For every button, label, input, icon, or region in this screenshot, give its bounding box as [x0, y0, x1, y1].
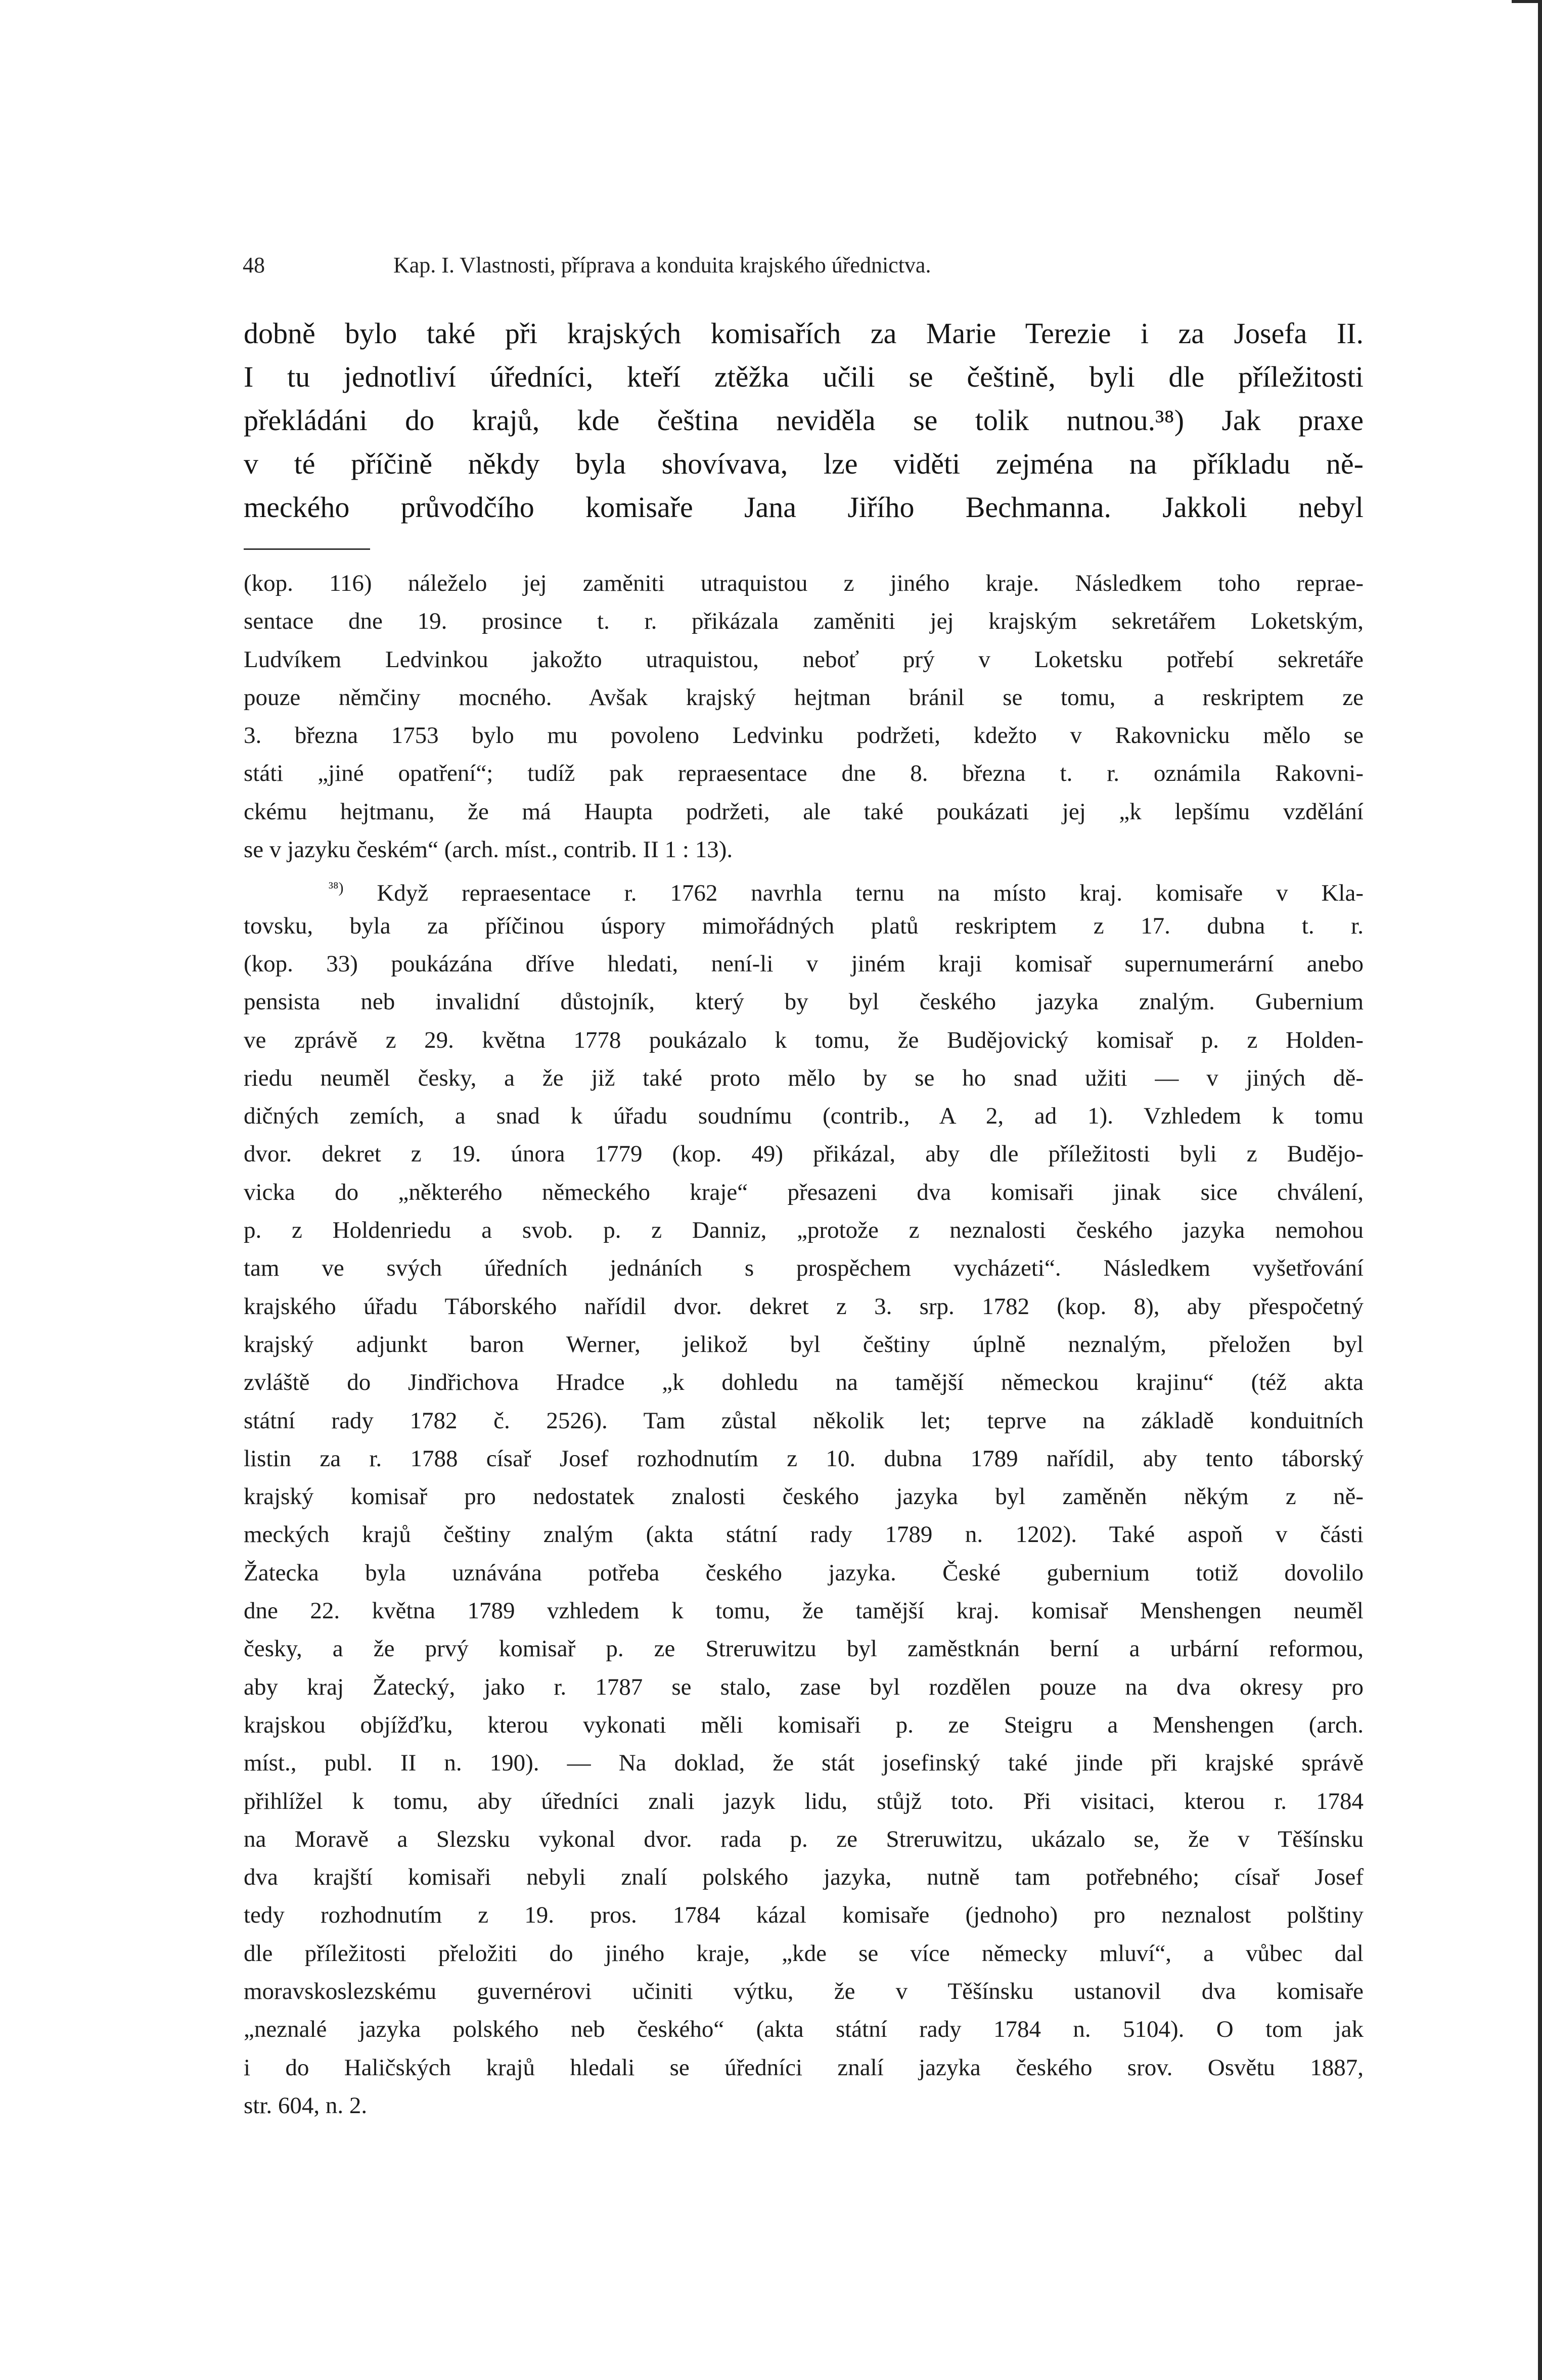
footnote-line: tam ve svých úředních jednáních s prospěchem vycházeti“. Následkem vyšetřování: [244, 1255, 1364, 1282]
scan-edge-right: [1538, 0, 1542, 2380]
footnote-line: „neznalé jazyka polského neb českého“ (akta státní rady 1784 n. 5104). O tom jak: [244, 2016, 1364, 2043]
footnote-38-first-line: [244, 869, 1364, 907]
footnote-line: krajský komisař pro nedostatek znalosti českého jazyka byl zaměněn někým z ně-: [244, 1483, 1364, 1510]
footnote-marker: ³⁸): [329, 879, 344, 897]
footnote-line: míst., publ. II n. 190). — Na doklad, že stát josefinský také jinde při krajské správě: [244, 1750, 1364, 1777]
footnotes: [244, 565, 1364, 2125]
body-line: meckého průvodčího komisaře Jana Jiřího Bechmanna. Jakkoli nebyl: [244, 491, 1364, 524]
footnote-line: krajský adjunkt baron Werner, jelikož byl češtiny úplně neznalým, přeložen byl: [244, 1331, 1364, 1358]
footnote-line: dle příležitosti přeložiti do jiného kraje, „kde se více německy mluví“, a vůbec dal: [244, 1940, 1364, 1967]
footnote-line: ckému hejtmanu, že má Haupta podržeti, ale také poukázati jej „k lepšímu vzdělání: [244, 798, 1364, 825]
footnote-line: česky, a že prvý komisař p. ze Strеruwitzu byl zaměstknán berní a urbární reformou,: [244, 1636, 1364, 1662]
footnote-line: přihlížel k tomu, aby úředníci znali jazyk lidu, stůjž toto. Při visitaci, kterou r. 1784: [244, 1788, 1364, 1814]
footnote-line: p. z Holdenriedu a svob. p. z Danniz, „protože z neznalosti českého jazyka nemohou: [244, 1217, 1364, 1244]
footnote-line: str. 604, n. 2.: [244, 2092, 368, 2119]
body-line: I tu jednotliví úředníci, kteří ztěžka učili se češtině, byli dle příležitosti: [244, 360, 1364, 393]
scan-edge-top: [1512, 0, 1542, 3]
footnote-line: listin za r. 1788 císař Josef rozhodnutím z 10. dubna 1789 nařídil, aby tento táborský: [244, 1445, 1364, 1472]
footnote-line: moravskoslezskému guvernérovi učiniti výtku, že v Těšínsku ustanovil dva komisaře: [244, 1978, 1364, 2004]
footnote-line: riedu neuměl česky, a že již také proto mělo by se ho snad užiti — v jiných dě-: [244, 1064, 1364, 1091]
footnote-line: Ludvíkem Ledvinkou jakožto utraquistou, neboť prý v Loketsku potřebí sekretáře: [244, 646, 1364, 673]
footnote-line: státi „jiné opatření“; tudíž pak repraesentace dne 8. března t. r. oznámila Rakovni-: [244, 760, 1364, 787]
body-line: dobně bylo také při krajských komisařích za Marie Terezie i za Josefa II.: [244, 317, 1364, 350]
footnote-line: se v jazyku českém“ (arch. míst., contrib. II 1 : 13).: [244, 836, 733, 863]
footnote-line: tedy rozhodnutím z 19. pros. 1784 kázal komisaře (jednoho) pro neznalost polštiny: [244, 1902, 1364, 1929]
footnote-line: na Moravě a Slezsku vykonal dvor. rada p. ze Streruwitzu, ukázalo se, že v Těšínsku: [244, 1826, 1364, 1852]
footnote-line: (kop. 33) poukázána dříve hledati, není-li v jiném kraji komisař supernumerární anebo: [244, 950, 1364, 977]
running-header: [243, 248, 1330, 283]
footnote-line: tovsku, byla za příčinou úspory mimořádných platů reskriptem z 17. dubna t. r.: [244, 912, 1364, 939]
footnote-line: 3. března 1753 bylo mu povoleno Ledvinku podržeti, kdežto v Rakovnicku mělo se: [244, 722, 1364, 749]
footnote-line: sentace dne 19. prosince t. r. přikázala zaměniti jej krajským sekretářem Loketským,: [244, 608, 1364, 635]
footnote-line: pouze němčiny mocného. Avšak krajský hejtman bránil se tomu, a reskriptem ze: [244, 684, 1364, 711]
footnote-line: dva krajští komisaři nebyli znalí polského jazyka, nutně tam potřebného; císař Josef: [244, 1864, 1364, 1891]
footnote-divider: [244, 548, 370, 550]
footnote-line: aby kraj Žatecký, jako r. 1787 se stalo, zase byl rozdělen pouze na dva okresy pro: [244, 1673, 1364, 1700]
footnote-line: dne 22. května 1789 vzhledem k tomu, že tamější kraj. komisař Menshengen neuměl: [244, 1598, 1364, 1624]
body-line: překládáni do krajů, kde čeština neviděla se tolik nutnou.³⁸) Jak praxe: [244, 404, 1364, 437]
footnote-line: zvláště do Jindřichova Hradce „k dohledu na tamější německou krajinu“ (též akta: [244, 1369, 1364, 1396]
running-title: Kap. I. Vlastnosti, příprava a konduita krajského úřednictva.: [393, 253, 931, 277]
footnote-line: i do Haličských krajů hledali se úředníci znalí jazyka českého srov. Osvětu 1887,: [244, 2054, 1364, 2081]
footnote-line: ve zprávě z 29. května 1778 poukázalo k tomu, že Budějovický komisař p. z Holden-: [244, 1026, 1364, 1053]
footnote-line: dičných zemích, a snad k úřadu soudnímu (contrib., A 2, ad 1). Vzhledem k tomu: [244, 1103, 1364, 1130]
footnote-line: pensista neb invalidní důstojník, který by byl českého jazyka znalým. Gubernium: [244, 989, 1364, 1015]
footnote-line: (kop. 116) náleželo jej zaměniti utraquistou z jiného kraje. Následkem toho repraе-: [244, 570, 1364, 596]
footnote-line: krajského úřadu Táborského nařídil dvor. dekret z 3. srp. 1782 (kop. 8), aby přespočetný: [244, 1293, 1364, 1320]
footnote-line: vicka do „některého německého kraje“ přesazeni dva komisaři jinak sice chválení,: [244, 1179, 1364, 1205]
footnote-line: státní rady 1782 č. 2526). Tam zůstal několik let; teprve na základě konduitních: [244, 1407, 1364, 1434]
body-text: [244, 312, 1364, 529]
body-line: v té příčině někdy byla shovívava, lze viděti zejména na příkladu ně-: [244, 447, 1364, 480]
footnote-text: Když repraesentace r. 1762 navrhla ternu na místo kraj. komisaře v Kla-: [377, 880, 1364, 907]
footnote-line: Žatecka byla uznávána potřeba českého jazyka. České gubernium totiž dovolilo: [244, 1559, 1364, 1586]
footnote-line: krajskou objížďku, kterou vykonati měli komisaři p. ze Steigru a Menshengen (arch.: [244, 1711, 1364, 1738]
page-number: 48: [243, 253, 265, 277]
footnote-line: dvor. dekret z 19. února 1779 (kop. 49) přikázal, aby dle příležitosti byli z Budějo-: [244, 1141, 1364, 1168]
footnote-line: meckých krajů češtiny znalým (akta státní rady 1789 n. 1202). Také aspoň v části: [244, 1521, 1364, 1548]
